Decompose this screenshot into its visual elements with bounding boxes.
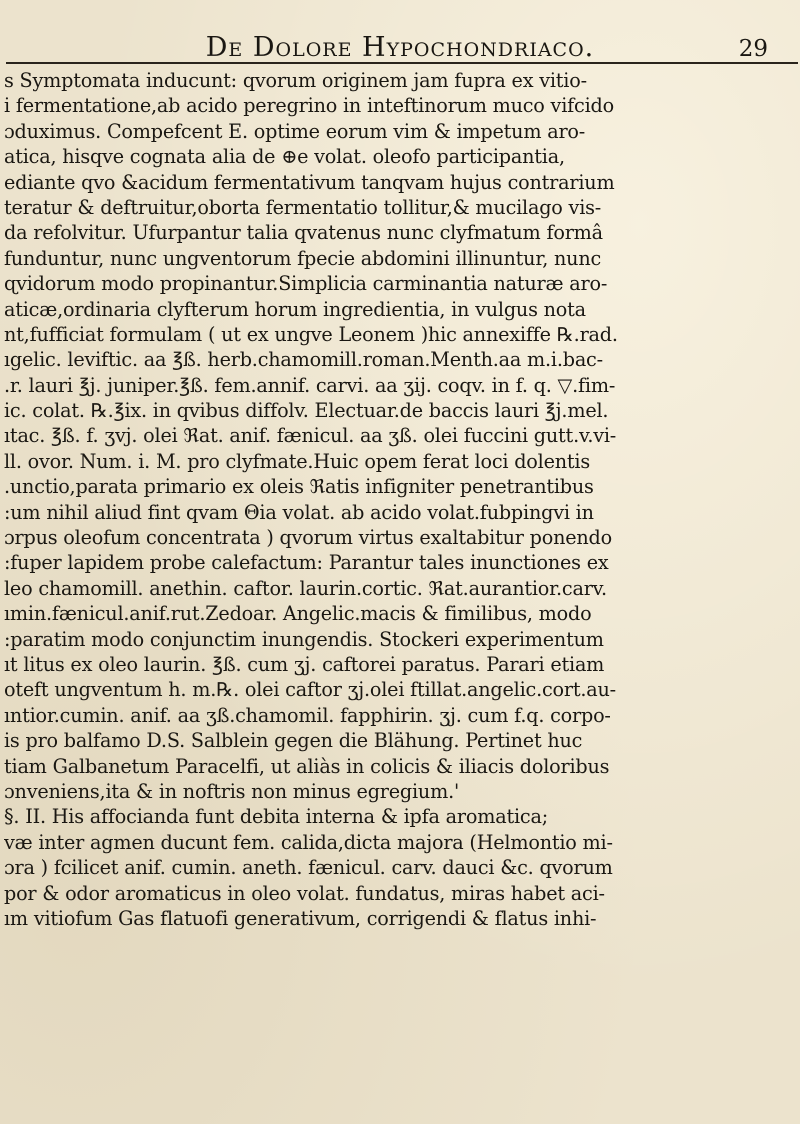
text-line: ım vitiofum Gas flatuofi generativum, corrigendi & flatus inhi- [4, 906, 597, 930]
text-line: atica, hisqve cognata alia de ⊕e volat. oleofo participantia, [4, 145, 565, 169]
text-line: ımin.fænicul.anif.rut.Zedoar. Angelic.macis & fimilibus, modo [4, 602, 592, 626]
text-line: aticæ,ordinaria clyfterum horum ingredientia, in vulgus nota [4, 297, 586, 321]
text-line: tiam Galbanetum Paracelfi, ut aliàs in colicis & iliacis doloribus [4, 754, 610, 778]
text-line: .unctio,parata primario ex oleis ℜatis infigniter penetrantibus [4, 475, 594, 499]
page-number: 29 [738, 36, 768, 62]
text-line: ɔra ) fcilicet anif. cumin. aneth. fænicul. carv. dauci &c. qvorum [4, 856, 613, 880]
text-line: ɔduximus. Compefcent E. optime eorum vim & impetum aro- [4, 119, 586, 143]
text-line: ediante qvo &acidum fermentativum tanqvam hujus contrarium [4, 170, 615, 194]
text-line: ll. ovor. Num. i. M. pro clyfmate.Huic opem ferat loci dolentis [4, 449, 591, 473]
text-line: ɔnveniens,ita & in noftris non minus egregium.' [4, 779, 460, 803]
text-line: :paratim modo conjunctim inungendis. Stockeri experimentum [4, 627, 604, 651]
text-line: :um nihil aliud fint qvam Θia volat. ab acido volat.fubpingvi in [4, 500, 594, 524]
text-line: i fermentatione,ab acido peregrino in inteftinorum muco vifcido [4, 94, 614, 118]
text-line: :fuper lapidem probe calefactum: Parantur tales inunctiones ex [4, 551, 609, 575]
header-rule [6, 62, 798, 64]
text-line: funduntur, nunc ungventorum fpecie abdomini illinuntur, nunc [4, 246, 602, 270]
text-line: ıntior.cumin. anif. aa ʒß.chamomil. fapphirin. ʒj. cum f.q. corpo- [4, 703, 611, 727]
text-line: s Symptomata inducunt: qvorum originem jam fupra ex vitio- [4, 69, 587, 92]
text-line: leo chamomill. anethin. caftor. laurin.cortic. ℜat.aurantior.carv. [4, 576, 607, 600]
body-text [4, 68, 794, 1120]
text-line: is pro balfamo D.S. Salblein gegen die Blähung. Pertinet huc [4, 729, 583, 753]
text-line: teratur & deftruitur,oborta fermentatio tollitur,& mucilago vis- [4, 195, 602, 219]
text-line: væ inter agmen ducunt fem. calida,dicta majora (Helmontio mi- [4, 830, 613, 854]
text-line: §. II. His affocianda funt debita interna & ipfa aromatica; [4, 805, 548, 829]
text-line: .r. lauri ℥j. juniper.℥ß. fem.annif. carvi. aa ʒij. coqv. in f. q. ▽.fim- [4, 373, 616, 397]
text-line: ıtac. ℥ß. f. ʒvj. olei ℜat. anif. fænicul. aa ʒß. olei fuccini gutt.v.vi- [4, 424, 617, 448]
text-line: ɔrpus oleofum concentrata ) qvorum virtus exaltabitur ponendo [4, 526, 612, 550]
running-title: De Dolore Hypochondriaco. [205, 32, 595, 63]
text-line: ıgelic. leviftic. aa ℥ß. herb.chamomill.roman.Menth.aa m.i.bac- [4, 348, 603, 372]
text-line: ıt litus ex oleo laurin. ℥ß. cum ʒj. caftorei paratus. Parari etiam [4, 652, 605, 676]
text-line: ɋvidorum modo propinantur.Simplicia carminantia naturæ aro- [4, 272, 608, 296]
running-header [0, 16, 800, 68]
text-line: ic. colat. ℞.℥ix. in qvibus diffolv. Electuar.de baccis lauri ℥j.mel. [4, 399, 609, 423]
text-line: oteft ungventum h. m.℞. olei caftor ʒj.olei ftillat.angelic.cort.au- [4, 678, 616, 702]
text-line: por & odor aromaticus in oleo volat. fundatus, miras habet aci- [4, 881, 605, 905]
text-line: nt,fufficiat formulam ( ut ex ungve Leonem )hic annexiffe ℞.rad. [4, 322, 618, 346]
text-line: da refolvitur. Ufurpantur talia qvatenus nunc clyfmatum formâ [4, 221, 603, 245]
